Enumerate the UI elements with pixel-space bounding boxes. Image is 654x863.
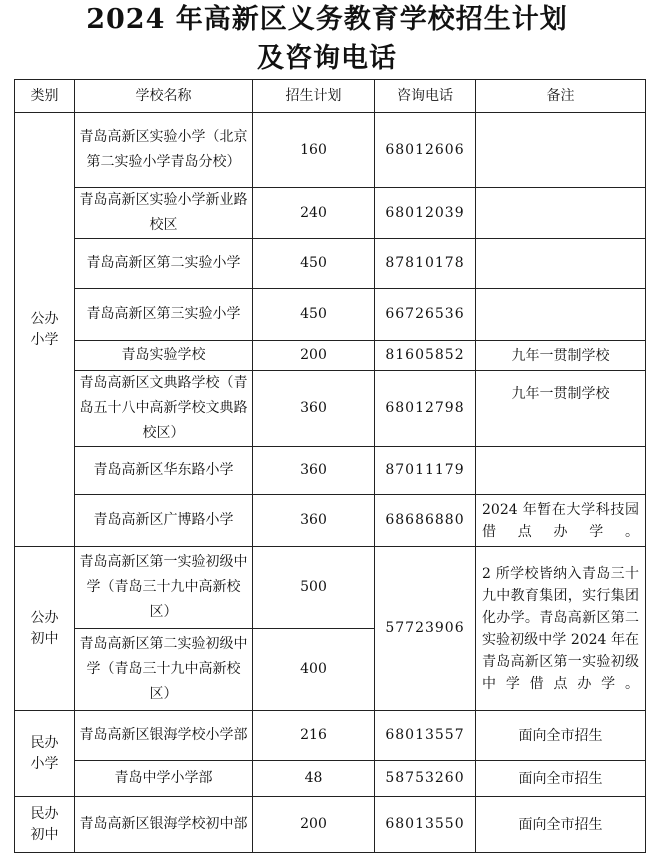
header-phone: 咨询电话 [375, 80, 476, 113]
note: 九年一贯制学校 [476, 341, 646, 371]
table-row [15, 371, 646, 447]
note: 面向全市招生 [476, 711, 646, 761]
school-name: 青岛高新区第二实验初级中学（青岛三十九中高新校区） [75, 629, 253, 711]
note: 面向全市招生 [476, 797, 646, 853]
school-name: 青岛高新区银海学校初中部 [75, 797, 253, 853]
school-name: 青岛高新区第三实验小学 [75, 289, 253, 341]
category-label: 公办初中 [30, 609, 59, 647]
note [476, 239, 646, 289]
school-name: 青岛中学小学部 [75, 761, 253, 797]
category-label: 公办小学 [30, 310, 59, 348]
table-header-row [15, 80, 646, 113]
table-row [15, 188, 646, 239]
category-public-primary [15, 113, 75, 547]
phone-number: 68686880 [375, 495, 476, 547]
table-row [15, 289, 646, 341]
note [476, 289, 646, 341]
school-name: 青岛高新区华东路小学 [75, 447, 253, 495]
phone-number: 57723906 [375, 547, 476, 711]
note [476, 447, 646, 495]
enrollment-plan: 240 [253, 188, 375, 239]
table-row [15, 495, 646, 547]
school-name: 青岛高新区文典路学校（青岛五十八中高新学校文典路校区） [75, 371, 253, 447]
category-label: 民办小学 [30, 734, 59, 772]
school-name: 青岛高新区实验小学（北京第二实验小学青岛分校） [75, 113, 253, 188]
category-public-junior [15, 547, 75, 711]
enrollment-plan: 200 [253, 797, 375, 853]
enrollment-plan: 200 [253, 341, 375, 371]
table-row [15, 711, 646, 761]
school-name: 青岛高新区广博路小学 [75, 495, 253, 547]
school-name: 青岛实验学校 [75, 341, 253, 371]
enrollment-plan: 360 [253, 371, 375, 447]
school-name: 青岛高新区银海学校小学部 [75, 711, 253, 761]
table-row [15, 761, 646, 797]
enrollment-plan: 48 [253, 761, 375, 797]
school-name: 青岛高新区第二实验小学 [75, 239, 253, 289]
table-row [15, 113, 646, 188]
phone-number: 68012039 [375, 188, 476, 239]
note [476, 113, 646, 188]
category-private-junior [15, 797, 75, 853]
header-note: 备注 [476, 80, 646, 113]
phone-number: 87810178 [375, 239, 476, 289]
header-category: 类别 [15, 80, 75, 113]
phone-number: 68013557 [375, 711, 476, 761]
table-row [15, 239, 646, 289]
header-school: 学校名称 [75, 80, 253, 113]
table-row [15, 341, 646, 371]
category-label: 民办初中 [30, 805, 59, 843]
document-title-line2: 及咨询电话 [257, 43, 397, 74]
enrollment-plan: 400 [253, 629, 375, 711]
document-title-line1: 2024 年高新区义务教育学校招生计划 [86, 4, 568, 35]
note: 面向全市招生 [476, 761, 646, 797]
enrollment-plan: 500 [253, 547, 375, 629]
enrollment-plan: 360 [253, 447, 375, 495]
enrollment-plan: 160 [253, 113, 375, 188]
note [476, 188, 646, 239]
phone-number: 58753260 [375, 761, 476, 797]
phone-number: 87011179 [375, 447, 476, 495]
note: 2 所学校皆纳入青岛三十九中教育集团，实行集团化办学。青岛高新区第二实验初级中学 2024 年在青岛高新区第一实验初级中学借点办学。 [476, 547, 646, 711]
enrollment-plan: 360 [253, 495, 375, 547]
enrollment-plan: 216 [253, 711, 375, 761]
school-name: 青岛高新区实验小学新业路校区 [75, 188, 253, 239]
phone-number: 66726536 [375, 289, 476, 341]
table-row [15, 547, 646, 629]
phone-number: 68012606 [375, 113, 476, 188]
note: 九年一贯制学校 [476, 371, 646, 447]
table-row [15, 447, 646, 495]
enrollment-plan: 450 [253, 239, 375, 289]
table-row [15, 797, 646, 853]
category-private-primary [15, 711, 75, 797]
note: 2024 年暂在大学科技园借点办学。 [476, 495, 646, 547]
phone-number: 81605852 [375, 341, 476, 371]
enrollment-plan-table [14, 79, 646, 853]
header-plan: 招生计划 [253, 80, 375, 113]
enrollment-plan: 450 [253, 289, 375, 341]
school-name: 青岛高新区第一实验初级中学（青岛三十九中高新校区） [75, 547, 253, 629]
phone-number: 68013550 [375, 797, 476, 853]
phone-number: 68012798 [375, 371, 476, 447]
